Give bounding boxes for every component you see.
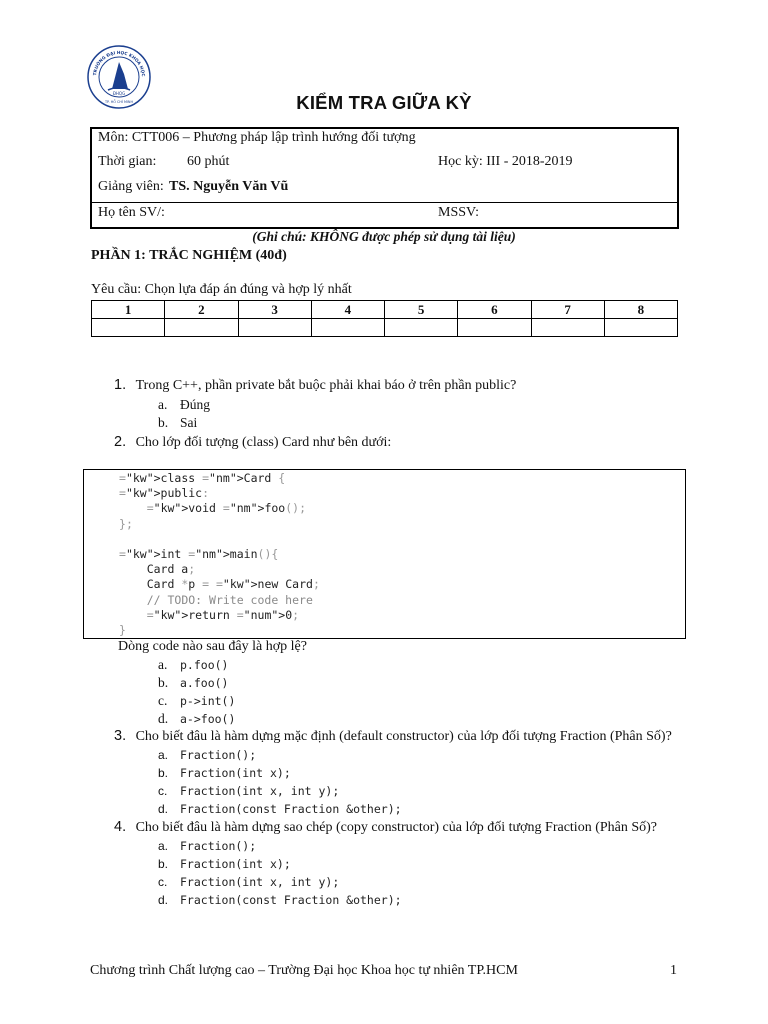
answer-header-cell: 8 (604, 301, 677, 319)
option-letter: d. (158, 802, 169, 816)
option-text: Fraction(int x); (180, 857, 291, 871)
logo-center-text: ĐHQG (112, 91, 126, 96)
part1-heading: PHẦN 1: TRẮC NGHIỆM (40đ) (91, 248, 287, 263)
code-line: ="kw">class ="nm">Card { (119, 471, 286, 485)
q1-option-a (158, 397, 210, 413)
lecturer-name: TS. Nguyễn Văn Vũ (169, 179, 289, 194)
q4-option-b (158, 856, 291, 872)
option-text: Fraction(int x, int y); (180, 875, 340, 889)
logo-bottom-text: TP. HỒ CHÍ MINH (104, 100, 134, 104)
answer-header-cell: 1 (92, 301, 165, 319)
answer-cell[interactable] (311, 319, 384, 337)
code-line: }; (119, 516, 133, 531)
answer-header-cell: 4 (311, 301, 384, 319)
time-value: 60 phút (187, 154, 230, 169)
option-letter: c. (158, 693, 168, 708)
q4-option-d (158, 892, 402, 908)
answer-cell[interactable] (385, 319, 458, 337)
code-line: Card a; (119, 562, 196, 577)
subject-line: Môn: CTT006 – Phương pháp lập trình hướng đối tượng (98, 130, 416, 145)
semester: Học kỳ: III - 2018-2019 (438, 154, 573, 169)
option-letter: c. (158, 784, 168, 798)
q3-option-a (158, 747, 256, 763)
page-footer: Chương trình Chất lượng cao – Trường Đại học Khoa học tự nhiên TP.HCM (90, 963, 518, 978)
svg-text:TRƯỜNG ĐẠI HỌC KHOA HỌC TỰ NHI (86, 44, 146, 77)
logo-arc-text: TRƯỜNG ĐẠI HỌC KHOA HỌC (93, 50, 146, 77)
question-text: Trong C++, phần private bắt buộc phải khai báo ở trên phần public? (135, 378, 517, 393)
question-number: 1. (114, 377, 127, 393)
q3-option-d (158, 801, 402, 817)
code-line: Card *p = ="kw">new Card; (119, 577, 320, 592)
option-letter: b. (158, 415, 169, 430)
exam-note: (Ghi chú: KHÔNG được phép sử dụng tài liệu) (252, 229, 516, 244)
question-number: 3. (114, 728, 127, 744)
answer-blank-row (92, 319, 678, 337)
option-text: Fraction(int x, int y); (180, 784, 340, 798)
option-text: Fraction(const Fraction &other); (180, 802, 402, 816)
option-text: a->foo() (180, 712, 236, 726)
time-label: Thời gian: (98, 154, 157, 169)
option-text: Sai (180, 415, 198, 430)
answer-cell[interactable] (458, 319, 531, 337)
option-letter: c. (158, 875, 168, 889)
exam-title: KIỂM TRA GIỮA KỲ (296, 92, 472, 113)
question-number: 4. (114, 819, 127, 835)
q2-option-a (158, 657, 228, 673)
option-text: Đúng (180, 397, 210, 412)
page-number: 1 (670, 963, 677, 978)
answer-cell[interactable] (165, 319, 238, 337)
code-line: ="kw">public: (119, 486, 210, 501)
code-listing (119, 471, 320, 638)
option-text: p->int() (180, 694, 236, 708)
code-line: ="kw">int ="nm">main(){ (119, 547, 279, 562)
question-text: Cho biết đâu là hàm dựng mặc định (default constructor) của lớp đối tượng Fraction (Phân Số)? (135, 729, 672, 744)
question-text: Cho biết đâu là hàm dựng sao chép (copy constructor) của lớp đối tượng Fraction (Phân Số)? (135, 820, 658, 835)
q2-option-c (158, 693, 235, 709)
option-text: Fraction(); (180, 748, 257, 762)
option-letter: a. (158, 657, 168, 672)
q4-option-a (158, 838, 256, 854)
question-3 (114, 728, 672, 745)
answer-cell[interactable] (92, 319, 165, 337)
answer-table (91, 300, 678, 337)
q4-option-c (158, 874, 339, 890)
answer-cell[interactable] (238, 319, 311, 337)
answer-header-cell: 7 (531, 301, 604, 319)
code-line: // TODO: Write code here (146, 592, 313, 607)
code-line (119, 532, 320, 547)
question-1 (114, 377, 516, 394)
option-letter: a. (158, 748, 169, 762)
requirement-text: Yêu cầu: Chọn lựa đáp án đúng và hợp lý nhất (91, 282, 352, 297)
q1-option-b (158, 415, 197, 431)
exam-info-box (90, 127, 679, 229)
option-text: p.foo() (180, 658, 229, 672)
option-text: Fraction(); (180, 839, 257, 853)
option-letter: b. (158, 675, 169, 690)
question-number: 2. (114, 434, 127, 450)
code-line: ="kw">void ="nm">foo(); (146, 501, 307, 516)
answer-header-cell: 6 (458, 301, 531, 319)
answer-header-cell: 3 (238, 301, 311, 319)
lecturer-label: Giảng viên: (98, 179, 164, 194)
q3-option-c (158, 783, 339, 799)
q2-option-b (158, 675, 228, 691)
answer-cell[interactable] (604, 319, 677, 337)
answer-header-row (92, 301, 678, 319)
question-2-followup: Dòng code nào sau đây là hợp lệ? (118, 639, 307, 654)
answer-cell[interactable] (531, 319, 604, 337)
question-text: Cho lớp đối tượng (class) Card như bên dưới: (135, 435, 392, 450)
q2-option-d (158, 711, 235, 727)
student-id-label: MSSV: (438, 205, 479, 220)
option-text: Fraction(const Fraction &other); (180, 893, 402, 907)
option-letter: a. (158, 397, 168, 412)
answer-header-cell: 2 (165, 301, 238, 319)
option-letter: d. (158, 711, 169, 726)
question-2 (114, 434, 391, 451)
info-divider (92, 202, 677, 203)
q3-option-b (158, 765, 291, 781)
option-letter: a. (158, 839, 169, 853)
student-name-label: Họ tên SV/: (98, 205, 165, 220)
code-line: ="kw">return ="num">0; (146, 607, 300, 622)
option-text: Fraction(int x); (180, 766, 291, 780)
option-letter: b. (158, 857, 169, 871)
option-text: a.foo() (180, 676, 229, 690)
option-letter: b. (158, 766, 169, 780)
answer-header-cell: 5 (385, 301, 458, 319)
code-block (83, 469, 686, 639)
question-4 (114, 819, 657, 836)
code-line: } (119, 623, 126, 638)
option-letter: d. (158, 893, 169, 907)
